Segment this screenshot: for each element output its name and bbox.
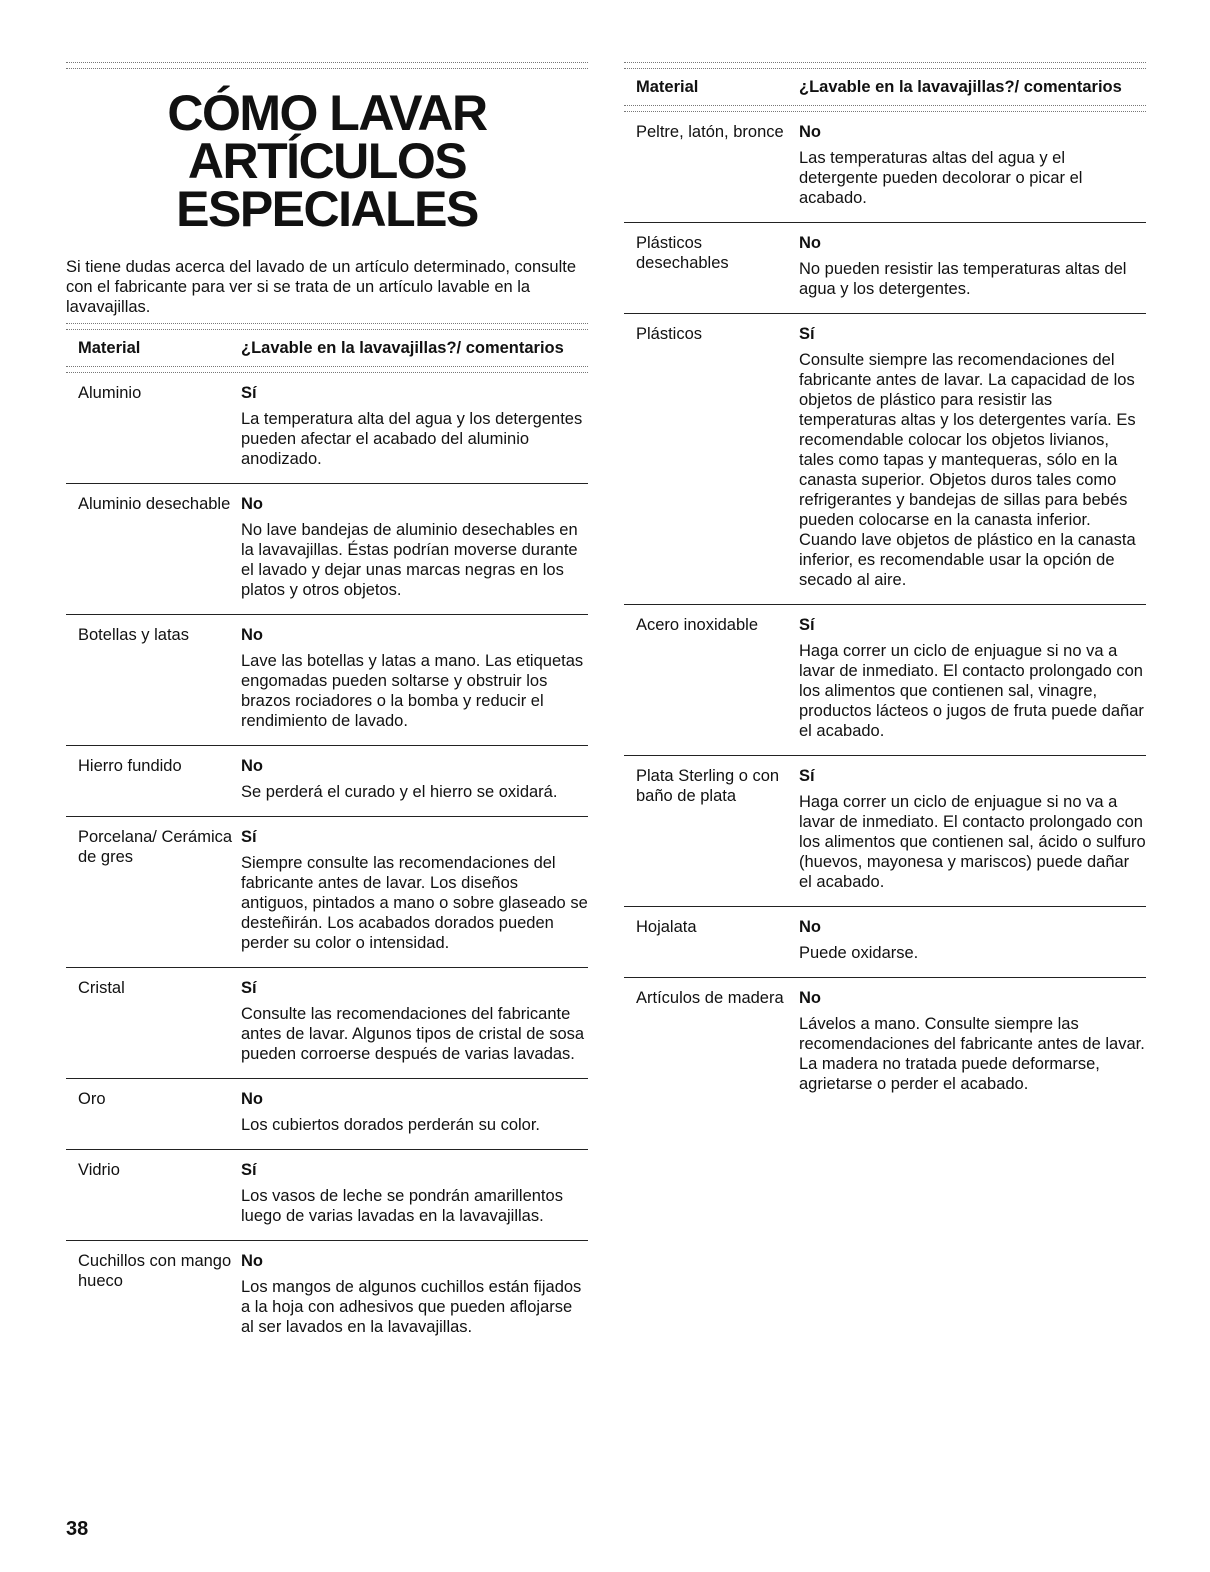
material-cell: Aluminio desechable: [78, 495, 231, 513]
comment-text: Los vasos de leche se pondrán amarillentos luego de varias lavadas en la lavavajillas.: [241, 1187, 563, 1225]
header-comment: ¿Lavable en la lavavajillas?/ comentarios: [241, 339, 564, 357]
table-row: [624, 112, 1146, 222]
comment-text: Consulte siempre las recomendaciones del fabricante antes de lavar. La capacidad de los objetos de plástico para resistir las temperaturas altas y los detergentes varía. Es recomendable colocar los objetos livianos, tales como tapas y mantequeras, sólo en la canasta superior. Objetos duros tales como refrigerantes y bandejas de sillas para bebés pueden colocarse en la canasta inferior. Cuando lave objetos de plástico en la canasta inferior, es recomendable usar la opción de secado al aire.: [799, 351, 1136, 589]
table-row: [66, 816, 588, 967]
verdict-label: No: [241, 626, 263, 644]
verdict-label: No: [241, 1252, 263, 1270]
page-number: 38: [66, 1518, 89, 1540]
comment-cell: [241, 1160, 588, 1226]
comment-cell: [241, 625, 588, 731]
verdict-label: No: [241, 757, 263, 775]
header-material: Material: [636, 78, 699, 96]
material-cell: Cristal: [78, 979, 125, 997]
table-row: [66, 967, 588, 1078]
comment-cell: [799, 615, 1146, 741]
table-row: [624, 977, 1146, 1108]
material-cell: Oro: [78, 1090, 106, 1108]
comment-text: No lave bandejas de aluminio desechables en la lavavajillas. Éstas podrían moverse durante el lavado y dejar unas marcas negras en los platos y otros objetos.: [241, 521, 578, 599]
table-row: [66, 483, 588, 614]
header-material: Material: [78, 339, 141, 357]
comment-text: Lávelos a mano. Consulte siempre las recomendaciones del fabricante antes de lavar. La madera no tratada puede deformarse, agrietarse o perder el acabado.: [799, 1015, 1145, 1093]
comment-cell: [799, 988, 1146, 1094]
title-line: ARTÍCULOS: [187, 133, 467, 189]
comment-cell: [241, 1089, 588, 1135]
comment-cell: [241, 978, 588, 1064]
material-cell: Cuchillos con mango hueco: [78, 1252, 232, 1290]
left-column: [66, 62, 588, 1351]
table-header: [624, 69, 1146, 105]
table-row: [66, 1149, 588, 1240]
verdict-label: Sí: [799, 767, 815, 785]
comment-text: Puede oxidarse.: [799, 944, 919, 962]
material-cell: Plásticos: [636, 325, 703, 343]
verdict-label: Sí: [241, 384, 257, 402]
table-row: [624, 906, 1146, 977]
top-dotted-rule: [66, 62, 588, 69]
comment-cell: [241, 827, 588, 953]
comment-text: La temperatura alta del agua y los detergentes pueden afectar el acabado del aluminio anodizado.: [241, 410, 583, 468]
material-cell: Hierro fundido: [78, 757, 182, 775]
comment-cell: [799, 917, 1146, 963]
table-row: [624, 755, 1146, 906]
material-cell: Peltre, latón, bronce: [636, 123, 784, 141]
comment-text: Haga correr un ciclo de enjuague si no va a lavar de inmediato. El contacto prolongado con los alimentos que contienen sal, vinagre, productos lácteos o jugos de fruta puede dañar el acabado.: [799, 642, 1144, 740]
material-cell: Botellas y latas: [78, 626, 189, 644]
comment-cell: [241, 494, 588, 600]
right-column: [624, 62, 1146, 1108]
table-header: [66, 330, 588, 366]
page-title: [66, 85, 588, 237]
verdict-label: Sí: [241, 828, 257, 846]
verdict-label: Sí: [241, 979, 257, 997]
table-row: [624, 313, 1146, 604]
comment-text: Lave las botellas y latas a mano. Las etiquetas engomadas pueden soltarse y obstruir los brazos rociadores o la bomba y reducir el rendimiento de lavado.: [241, 652, 584, 730]
verdict-label: Sí: [799, 616, 815, 634]
comment-text: Los cubiertos dorados perderán su color.: [241, 1116, 541, 1134]
comment-text: Consulte las recomendaciones del fabricante antes de lavar. Algunos tipos de cristal de sosa pueden corroerse después de varias lavadas.: [241, 1005, 585, 1063]
comment-cell: [799, 122, 1146, 208]
table-row: [624, 604, 1146, 755]
verdict-label: Sí: [241, 1161, 257, 1179]
comment-text: Los mangos de algunos cuchillos están fijados a la hoja con adhesivos que pueden aflojarse al ser lavados en la lavavajillas.: [241, 1278, 582, 1336]
comment-cell: [799, 324, 1146, 590]
comment-cell: [799, 766, 1146, 892]
comment-text: Siempre consulte las recomendaciones del fabricante antes de lavar. Los diseños antiguos, pintados a mano o sobre glaseado se desteñirán. Los acabados dorados pueden perder su color o intensidad.: [241, 854, 588, 952]
comment-text: Se perderá el curado y el hierro se oxidará.: [241, 783, 558, 801]
material-cell: Acero inoxidable: [636, 616, 758, 634]
comment-text: Haga correr un ciclo de enjuague si no va a lavar de inmediato. El contacto prolongado con los alimentos que contienen sal, ácido o sulfuro (huevos, mayonesa y mariscos) puede dañar el acabado.: [799, 793, 1146, 891]
comment-text: No pueden resistir las temperaturas altas del agua y los detergentes.: [799, 260, 1127, 298]
verdict-label: No: [799, 918, 821, 936]
comment-cell: [241, 756, 588, 802]
title-line: ESPECIALES: [176, 181, 478, 237]
table-header-rule: [624, 105, 1146, 112]
material-cell: Plásticos desechables: [636, 234, 729, 272]
comment-cell: [241, 1251, 588, 1337]
title-line: CÓMO LAVAR: [167, 85, 487, 141]
comment-cell: [799, 233, 1146, 299]
comment-text: Las temperaturas altas del agua y el detergente pueden decolorar o picar el acabado.: [799, 149, 1083, 207]
table-row: [66, 1078, 588, 1149]
verdict-label: No: [241, 495, 263, 513]
material-cell: Vidrio: [78, 1161, 120, 1179]
header-comment: ¿Lavable en la lavavajillas?/ comentarios: [799, 78, 1122, 96]
table-top-rule: [66, 323, 588, 330]
comment-cell: [241, 383, 588, 469]
table-top-rule: [624, 62, 1146, 69]
verdict-label: No: [799, 123, 821, 141]
intro-paragraph: Si tiene dudas acerca del lavado de un artículo determinado, consulte con el fabricante para ver si se trata de un artículo lavable en la lavavajillas.: [66, 258, 576, 316]
verdict-label: No: [241, 1090, 263, 1108]
verdict-label: No: [799, 234, 821, 252]
material-cell: Aluminio: [78, 384, 142, 402]
table-row: [66, 745, 588, 816]
material-cell: Hojalata: [636, 918, 697, 936]
verdict-label: Sí: [799, 325, 815, 343]
right-table-body: [624, 112, 1146, 1108]
table-header-rule: [66, 366, 588, 373]
left-table-body: [66, 373, 588, 1351]
table-row: [66, 1240, 588, 1351]
table-row: [66, 373, 588, 483]
material-cell: Plata Sterling o con baño de plata: [636, 767, 780, 805]
material-cell: Artículos de madera: [636, 989, 784, 1007]
table-row: [66, 614, 588, 745]
material-cell: Porcelana/ Cerámica de gres: [78, 828, 233, 866]
verdict-label: No: [799, 989, 821, 1007]
table-row: [624, 222, 1146, 313]
